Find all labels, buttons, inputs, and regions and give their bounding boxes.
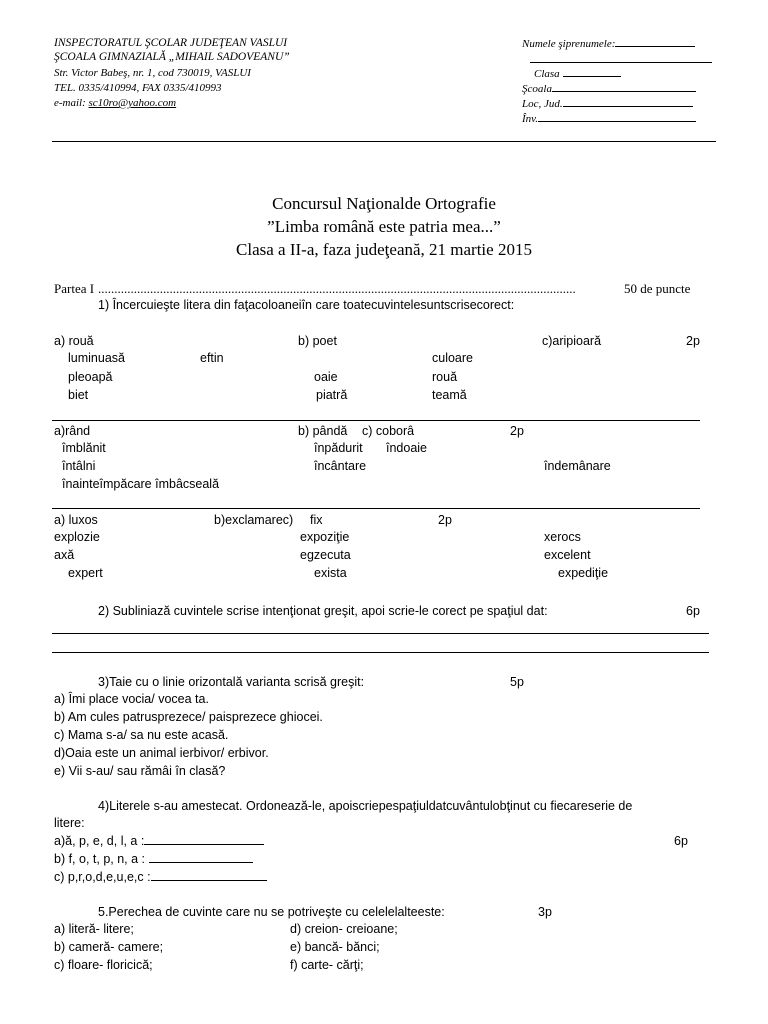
q1-g1-divider [52, 420, 700, 421]
q1-g3-points: 2p [438, 513, 452, 527]
q1-g3-word: xerocs [544, 530, 581, 544]
q1-g1-word: teamă [432, 388, 467, 402]
part-label: Partea I [54, 281, 95, 296]
q1-g3-word: excelent [544, 548, 591, 562]
institution-email [54, 96, 176, 111]
q1-g1-word: rouă [432, 370, 458, 384]
q1-g2-word: îmblănit [62, 441, 106, 455]
q4-item-a[interactable] [54, 834, 264, 849]
q1-g1-word: piatră [316, 388, 348, 402]
q1-g3-word: expoziţie [300, 530, 350, 544]
q2-answer-line-2[interactable] [52, 652, 709, 653]
q1-g2-option-b[interactable]: b) pândă [298, 424, 348, 438]
q1-g2-word: înpădurit [314, 441, 363, 455]
q1-g3-word: expert [68, 566, 103, 580]
q1-g1-option-c[interactable]: c)aripioară [542, 334, 602, 348]
part-dots: ................................................................................................................................................... [98, 281, 576, 296]
q1-text: 1) Încercuieşte litera din faţacoloaneiîn care toatecuvintelesuntscrisecorect: [98, 298, 515, 312]
q1-g2-option-a[interactable]: a)rând [54, 424, 91, 438]
q1-g2-word: întâlni [62, 459, 96, 473]
q4-item-a-letters: a)ă, p, e, d, l, a : [54, 834, 145, 848]
q5-option-f[interactable]: f) carte- cărţi; [290, 958, 364, 972]
q1-g3-word: egzecuta [300, 548, 351, 562]
q1-g3-option-a[interactable]: a) luxos [54, 513, 98, 527]
email-link[interactable]: sc10ro@yahoo.com [88, 97, 177, 109]
q5-option-e[interactable]: e) bancă- bănci; [290, 940, 380, 954]
q2-text: 2) Subliniază cuvintele scrise intenţionat greşit, apoi scrie-le corect pe spaţiul dat: [98, 604, 548, 618]
q1-g3-word: explozie [54, 530, 100, 544]
q1-g2-divider [52, 508, 700, 509]
title-line-3: Clasa a II-a, faza judeţeană, 21 martie 2015 [236, 240, 532, 259]
q1-g2-points: 2p [510, 424, 524, 438]
q1-g2-option-c[interactable]: c) coborâ [362, 424, 415, 438]
header-divider [52, 141, 716, 142]
q1-g2-word: încântare [314, 459, 367, 473]
school-label: Şcoala [522, 83, 552, 95]
q1-g3-option-b[interactable]: b)exclamarec) [214, 513, 294, 527]
q1-g1-word: oaie [314, 370, 338, 384]
q5-option-a[interactable]: a) literă- litere; [54, 922, 134, 936]
locality-field[interactable] [522, 96, 693, 112]
title-line-2: ”Limba română este patria mea...” [267, 217, 501, 236]
teacher-field[interactable] [522, 111, 696, 127]
q1-g1-word: biet [68, 388, 89, 402]
q1-g3-word: expediţie [558, 566, 609, 580]
q5-option-d[interactable]: d) creion- creioane; [290, 922, 398, 936]
institution-line-1: INSPECTORATUL ŞCOLAR JUDEŢEAN VASLUI [54, 37, 288, 49]
q3-item[interactable]: a) Îmi place vocia/ vocea ta. [54, 692, 209, 706]
q1-g1-word: luminuasă [68, 351, 125, 365]
name-field[interactable] [522, 36, 695, 52]
q3-text: 3)Taie cu o linie orizontală varianta scrisă greşit: [98, 675, 365, 689]
q2-answer-line-1[interactable] [52, 633, 709, 634]
q4-item-b[interactable] [54, 852, 253, 867]
q1-g1-word: culoare [432, 351, 473, 365]
q1-g1-option-a[interactable]: a) rouă [54, 334, 94, 348]
q4-text-continued: litere: [54, 816, 85, 830]
name-field-line[interactable] [530, 62, 712, 63]
q5-text: 5.Perechea de cuvinte care nu se potriveşte cu celelelalteeste: [98, 905, 445, 919]
q3-item[interactable]: b) Am cules patrusprezece/ paisprezece ghiocei. [54, 710, 323, 724]
q1-g1-word: pleoapă [68, 370, 113, 384]
q1-g1-points: 2p [686, 334, 700, 348]
q1-g3-word: axă [54, 548, 75, 562]
q1-g2-word: îndemânare [544, 459, 611, 473]
institution-line-2: ŞCOALA GIMNAZIALĂ „MIHAIL SADOVEANU” [54, 51, 290, 63]
q5-points: 3p [538, 905, 552, 919]
class-label: Clasa [534, 68, 560, 80]
q3-item[interactable]: c) Mama s-a/ sa nu este acasă. [54, 728, 229, 742]
q3-item[interactable]: d)Oaia este un animal ierbivor/ erbivor. [54, 746, 269, 760]
q1-g2-word: îndoaie [386, 441, 428, 455]
title-line-1: Concursul Naţionalde Ortografie [272, 194, 496, 213]
q1-g3-option-c[interactable]: fix [310, 513, 323, 527]
q4-text: 4)Literele s-au amestecat. Ordonează-le, apoiscriepespaţiuldatcuvântulobţinut cu fiecareserie de [98, 799, 633, 813]
q1-g1-option-b[interactable]: b) poet [298, 334, 337, 348]
q3-points: 5p [510, 675, 524, 689]
email-label: e-mail: [54, 97, 89, 109]
institution-address: Str. Victor Babeş, nr. 1, cod 730019, VASLUI [54, 67, 251, 79]
class-field[interactable] [534, 66, 621, 82]
q2-points: 6p [686, 604, 700, 618]
q1-g2-word: înainteîmpăcare îmbâcseală [62, 477, 220, 491]
q1-g1-word: eftin [200, 351, 224, 365]
teacher-label: Înv. [522, 113, 538, 125]
q3-item[interactable]: e) Vii s-au/ sau rămâi în clasă? [54, 764, 226, 778]
part-points: 50 de puncte [624, 281, 691, 296]
name-label: Numele şiprenumele: [522, 38, 616, 50]
q5-option-c[interactable]: c) floare- floricică; [54, 958, 153, 972]
q4-points: 6p [674, 834, 688, 848]
q5-option-b[interactable]: b) cameră- camere; [54, 940, 164, 954]
q4-item-c-letters: c) p,r,o,d,e,u,e,c : [54, 870, 151, 884]
q1-g3-word: exista [314, 566, 347, 580]
institution-phone: TEL. 0335/410994, FAX 0335/410993 [54, 82, 222, 94]
locality-label: Loc, Jud. [522, 98, 563, 110]
q4-item-c[interactable] [54, 870, 267, 885]
q4-item-b-letters: b) f, o, t, p, n, a : [54, 852, 146, 866]
school-field[interactable] [522, 81, 696, 97]
